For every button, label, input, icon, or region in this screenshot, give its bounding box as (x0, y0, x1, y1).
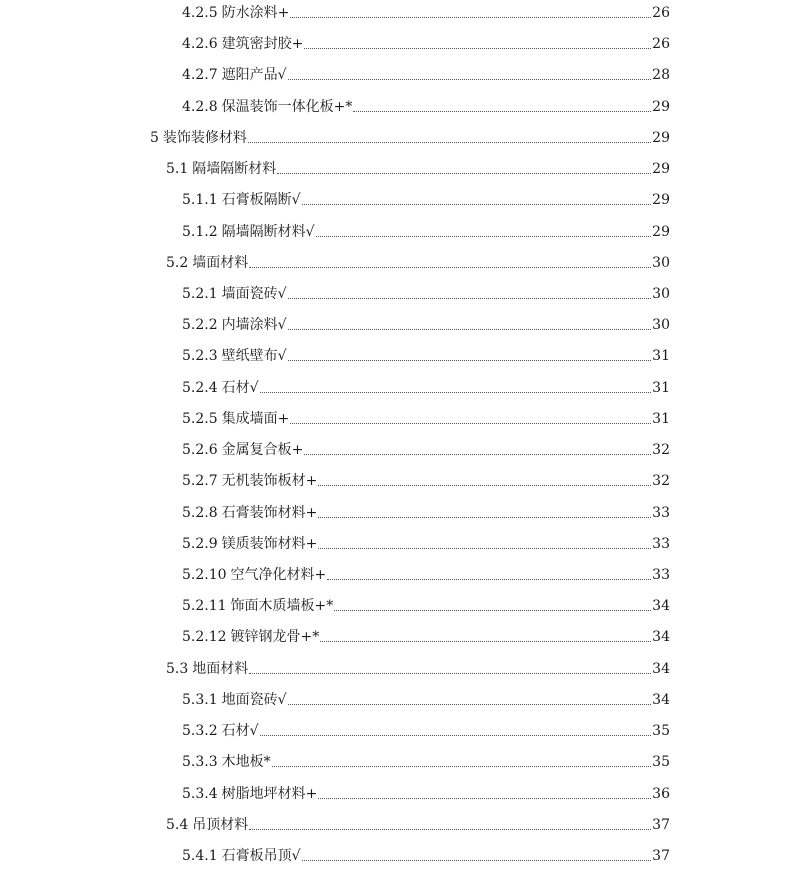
toc-entry[interactable] (182, 345, 670, 367)
toc-entry-number: 5.3.3 (182, 754, 218, 770)
toc-entry-title: 吊顶材料 (192, 817, 249, 833)
toc-entry[interactable] (182, 689, 670, 711)
dot-leader (290, 422, 651, 424)
dot-leader (290, 16, 651, 18)
toc-entry-page-number: 30 (652, 255, 670, 271)
toc-entry[interactable] (182, 470, 670, 492)
dot-leader (272, 765, 652, 767)
toc-entry[interactable] (182, 720, 670, 742)
toc-entry[interactable] (182, 408, 670, 430)
toc-entry-number: 5.2.5 (182, 411, 218, 427)
toc-entry-number: 5.4.1 (182, 848, 218, 864)
dot-leader (304, 453, 651, 455)
toc-entry-number: 4.2.7 (182, 67, 218, 83)
dot-leader (288, 703, 652, 705)
toc-entry-page-number: 29 (652, 161, 670, 177)
toc-entry-number: 5.2 (166, 255, 189, 271)
toc-entry-number: 5.2.4 (182, 380, 218, 396)
toc-entry-title: 石材√ (221, 380, 259, 396)
dot-leader (302, 203, 652, 205)
toc-entry-page-number: 34 (652, 598, 670, 614)
dot-leader (318, 516, 651, 518)
toc-entry[interactable] (182, 314, 670, 336)
toc-entry-title: 空气净化材料+ (230, 567, 327, 583)
toc-entry-page-number: 34 (652, 629, 670, 645)
toc-entry-page-number: 31 (652, 348, 670, 364)
dot-leader (260, 391, 652, 393)
toc-entry-page-number: 29 (652, 130, 670, 146)
toc-entry[interactable] (182, 189, 670, 211)
toc-entry-title: 镁质装饰材料+ (221, 536, 318, 552)
toc-entry-page-number: 34 (652, 692, 670, 708)
toc-entry-title: 装饰装修材料 (162, 130, 247, 146)
toc-entry-number: 5.3.4 (182, 786, 218, 802)
dot-leader (304, 47, 651, 49)
dot-leader (318, 484, 651, 486)
dot-leader (249, 672, 651, 674)
toc-entry-title: 无机装饰板材+ (221, 473, 318, 489)
toc-entry[interactable] (166, 158, 670, 180)
toc-entry-page-number: 28 (652, 67, 670, 83)
toc-entry-page-number: 30 (652, 286, 670, 302)
toc-entry-title: 隔墙隔断材料√ (221, 224, 315, 240)
toc-entry[interactable] (150, 127, 670, 149)
toc-entry-page-number: 32 (652, 473, 670, 489)
dot-leader (249, 266, 651, 268)
toc-entry-number: 5.2.12 (182, 629, 227, 645)
toc-entry-title: 隔墙隔断材料 (192, 161, 277, 177)
toc-entry-title: 防水涂料+ (221, 5, 290, 21)
toc-entry-title: 集成墙面+ (221, 411, 290, 427)
toc-entry-title: 保温装饰一体化板+* (221, 99, 353, 115)
toc-entry-number: 5.1.1 (182, 192, 218, 208)
toc-entry-title: 金属复合板+ (221, 442, 304, 458)
dot-leader (334, 609, 651, 611)
toc-entry-number: 5.4 (166, 817, 189, 833)
toc-entry-number: 5.3.2 (182, 723, 218, 739)
toc-entry-page-number: 31 (652, 380, 670, 396)
toc-entry-number: 5.1 (166, 161, 189, 177)
toc-entry-number: 5.2.11 (182, 598, 227, 614)
toc-entry-page-number: 26 (652, 36, 670, 52)
toc-entry-number: 5.2.2 (182, 317, 218, 333)
toc-entry-title: 壁纸壁布√ (221, 348, 287, 364)
dot-leader (327, 578, 651, 580)
toc-entry-page-number: 30 (652, 317, 670, 333)
dot-leader (353, 110, 651, 112)
toc-entry-page-number: 26 (652, 5, 670, 21)
toc-entry-page-number: 34 (652, 661, 670, 677)
dot-leader (302, 859, 652, 861)
toc-entry-number: 5.2.1 (182, 286, 218, 302)
toc-entry[interactable] (182, 33, 670, 55)
toc-entry-number: 4.2.5 (182, 5, 218, 21)
toc-entry[interactable] (182, 64, 670, 86)
toc-entry[interactable] (182, 2, 670, 24)
toc-entry-number: 5.3.1 (182, 692, 218, 708)
toc-entry-number: 5.2.9 (182, 536, 218, 552)
toc-entry-title: 镀锌钢龙骨+* (230, 629, 320, 645)
toc-entry[interactable] (166, 658, 670, 680)
toc-entry-title: 树脂地坪材料+ (221, 786, 318, 802)
dot-leader (318, 547, 651, 549)
toc-entry-page-number: 37 (652, 848, 670, 864)
dot-leader (260, 734, 652, 736)
dot-leader (288, 297, 652, 299)
toc-entry-number: 5.2.8 (182, 505, 218, 521)
toc-entry-page-number: 35 (652, 754, 670, 770)
dot-leader (288, 359, 652, 361)
toc-entry-title: 遮阳产品√ (221, 67, 287, 83)
toc-entry-title: 墙面瓷砖√ (221, 286, 287, 302)
toc-entry-page-number: 33 (652, 536, 670, 552)
toc-entry-number: 5.2.7 (182, 473, 218, 489)
toc-entry-title: 石膏板吊顶√ (221, 848, 301, 864)
dot-leader (318, 797, 651, 799)
toc-entry-number: 5.3 (166, 661, 189, 677)
toc-entry-number: 4.2.6 (182, 36, 218, 52)
toc-entry-title: 内墙涂料√ (221, 317, 287, 333)
toc-entry[interactable] (182, 751, 670, 773)
toc-entry-number: 5.1.2 (182, 224, 218, 240)
dot-leader (288, 78, 652, 80)
toc-entry-number: 5.2.3 (182, 348, 218, 364)
dot-leader (316, 235, 652, 237)
toc-entry-number: 5.2.10 (182, 567, 227, 583)
toc-entry[interactable] (182, 502, 670, 524)
toc-entry-page-number: 33 (652, 567, 670, 583)
toc-entry-title: 木地板* (221, 754, 271, 770)
toc-entry-page-number: 31 (652, 411, 670, 427)
toc-entry-page-number: 29 (652, 224, 670, 240)
toc-entry-title: 石材√ (221, 723, 259, 739)
toc-entry[interactable] (182, 283, 670, 305)
toc-entry-page-number: 36 (652, 786, 670, 802)
toc-entry[interactable] (182, 783, 670, 805)
toc-entry-title: 地面瓷砖√ (221, 692, 287, 708)
toc-entry[interactable] (166, 814, 670, 836)
toc-entry[interactable] (182, 221, 670, 243)
toc-entry[interactable] (182, 845, 670, 867)
toc-entry-page-number: 35 (652, 723, 670, 739)
toc-entry-title: 墙面材料 (192, 255, 249, 271)
toc-entry[interactable] (166, 252, 670, 274)
toc-entry[interactable] (182, 626, 670, 648)
dot-leader (288, 328, 652, 330)
dot-leader (249, 828, 651, 830)
toc-entry-title: 石膏板隔断√ (221, 192, 301, 208)
dot-leader (248, 141, 651, 143)
toc-entry-page-number: 37 (652, 817, 670, 833)
toc-entry-page-number: 33 (652, 505, 670, 521)
toc-entry[interactable] (182, 595, 670, 617)
toc-entry-number: 5.2.6 (182, 442, 218, 458)
toc-entry[interactable] (182, 533, 670, 555)
toc-entry-page-number: 32 (652, 442, 670, 458)
toc-entry[interactable] (182, 439, 670, 461)
toc-entry-title: 石膏装饰材料+ (221, 505, 318, 521)
toc-entry-title: 地面材料 (192, 661, 249, 677)
toc-entry-number: 4.2.8 (182, 99, 218, 115)
toc-entry-number: 5 (150, 130, 159, 146)
toc-entry[interactable] (182, 96, 670, 118)
toc-entry[interactable] (182, 564, 670, 586)
toc-entry-page-number: 29 (652, 192, 670, 208)
dot-leader (320, 640, 651, 642)
toc-entry-page-number: 29 (652, 99, 670, 115)
toc-entry[interactable] (182, 377, 670, 399)
toc-entry-title: 饰面木质墙板+* (230, 598, 334, 614)
toc-entry-title: 建筑密封胶+ (221, 36, 304, 52)
dot-leader (277, 172, 651, 174)
